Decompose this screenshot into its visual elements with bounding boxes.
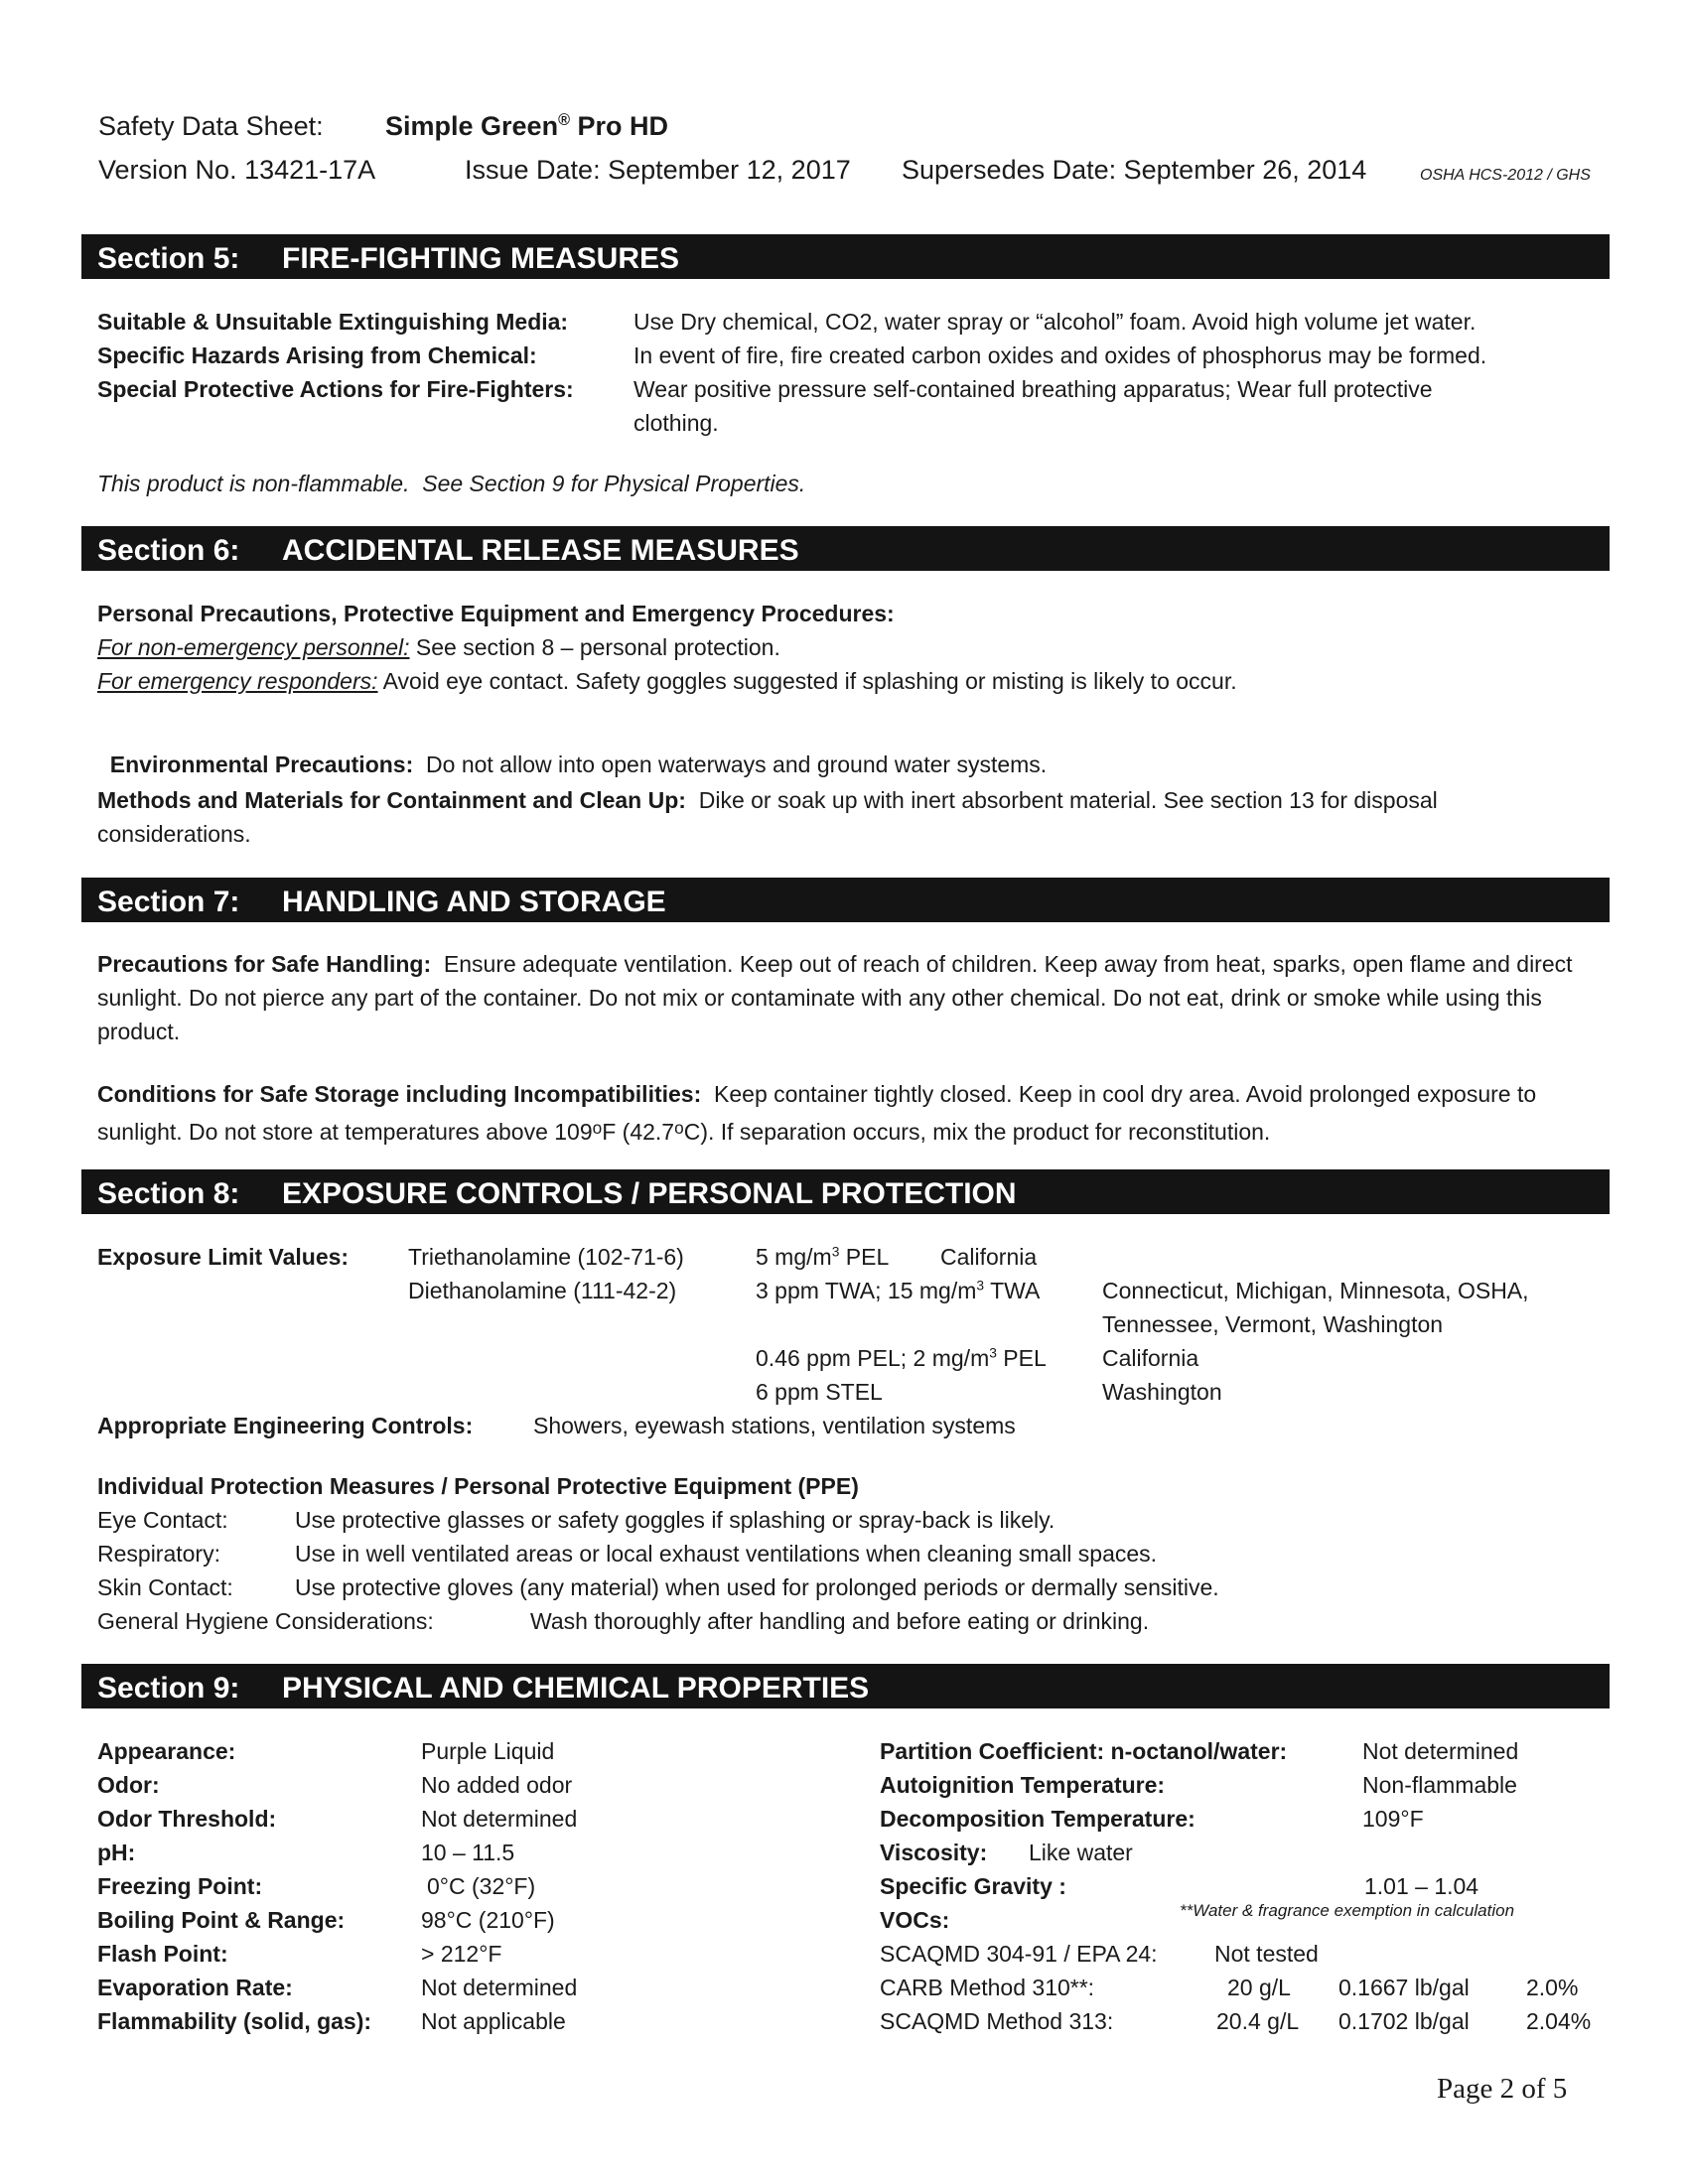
non-emergency-label: For non-emergency personnel: xyxy=(97,634,410,660)
section-7-header xyxy=(81,878,1610,922)
voc-lb-2: 0.1667 lb/gal xyxy=(1338,1975,1470,2000)
storage-text-3: C). If separation occurs, mix the product for reconstitution. xyxy=(683,1119,1271,1146)
prop-label-autoignition: Autoignition Temperature: xyxy=(880,1772,1166,1798)
chem2-region-2: California xyxy=(1102,1345,1199,1371)
section-number: Section 5: xyxy=(97,242,240,275)
prop-value-specific-gravity: 1.01 – 1.04 xyxy=(1364,1873,1479,1899)
hygiene-value: Wash thoroughly after handling and before eating or drinking. xyxy=(530,1608,1150,1634)
prop-value-flammability: Not applicable xyxy=(421,2008,566,2034)
prop-value-appearance: Purple Liquid xyxy=(421,1738,555,1764)
exposure-limit-label: Exposure Limit Values: xyxy=(97,1244,350,1270)
section-number: Section 7: xyxy=(97,886,240,918)
chem2-limit-3: 6 ppm STEL xyxy=(756,1379,883,1405)
chem2-limit-2-tail: PEL xyxy=(996,1345,1047,1371)
s5-value-hazards: In event of fire, fire created carbon oxides and oxides of phosphorus may be formed. xyxy=(633,342,1487,368)
prop-label-flammability: Flammability (solid, gas): xyxy=(97,2008,372,2034)
s5-label-hazards: Specific Hazards Arising from Chemical: xyxy=(97,342,537,368)
voc-method-3: SCAQMD Method 313: xyxy=(880,2008,1114,2034)
prop-value-partition: Not determined xyxy=(1362,1738,1519,1764)
chem2-limit-1 xyxy=(756,1280,1040,1302)
chem1-region: California xyxy=(940,1244,1038,1270)
prop-label-decomposition: Decomposition Temperature: xyxy=(880,1806,1196,1832)
hygiene-label: General Hygiene Considerations: xyxy=(97,1608,434,1634)
voc-exemption-note: **Water & fragrance exemption in calculation xyxy=(1180,1901,1515,1920)
prop-value-ph: 10 – 11.5 xyxy=(421,1840,515,1865)
storage-text-1: Keep container tightly closed. Keep in cool dry area. Avoid prolonged exposure to sunlight. Do not store at temperatures above 109 xyxy=(97,1081,1543,1146)
chem2-limit-2-text: 0.46 ppm PEL; 2 mg/m xyxy=(756,1345,990,1371)
voc-gl-2: 20 g/L xyxy=(1227,1975,1291,2000)
s6-methods xyxy=(97,783,1577,851)
prop-value-odor-threshold: Not determined xyxy=(421,1806,578,1832)
s6-environmental xyxy=(97,731,1047,776)
version-number: Version No. 13421-17A xyxy=(98,155,376,185)
respiratory-value: Use in well ventilated areas or local exhaust ventilations when cleaning small spaces. xyxy=(295,1541,1158,1567)
skin-contact-label: Skin Contact: xyxy=(97,1574,233,1600)
section-title: HANDLING AND STORAGE xyxy=(282,886,666,918)
methods-text: Dike or soak up with inert absorbent material. See section 13 for disposal considerations. xyxy=(97,787,1445,847)
degree-mark: o xyxy=(674,1118,684,1138)
section-title: FIRE-FIGHTING MEASURES xyxy=(282,242,680,275)
product-name-text: Simple Green xyxy=(385,111,559,141)
section-title: PHYSICAL AND CHEMICAL PROPERTIES xyxy=(282,1672,870,1705)
prop-label-ph: pH: xyxy=(97,1840,136,1865)
section-number: Section 6: xyxy=(97,534,240,567)
prop-label-vocs: VOCs: xyxy=(880,1907,950,1933)
chem2-limit-1-tail: TWA xyxy=(984,1278,1041,1303)
prop-value-freezing: 0°C (32°F) xyxy=(427,1873,536,1899)
prop-label-partition: Partition Coefficient: n-octanol/water: xyxy=(880,1738,1288,1764)
voc-method-1: SCAQMD 304-91 / EPA 24: xyxy=(880,1941,1158,1967)
s5-note: This product is non-flammable. See Section 9 for Physical Properties. xyxy=(97,471,806,496)
prop-label-boiling: Boiling Point & Range: xyxy=(97,1907,346,1933)
eye-contact-label: Eye Contact: xyxy=(97,1507,228,1533)
non-emergency-text: See section 8 – personal protection. xyxy=(409,634,780,660)
prop-value-boiling: 98°C (210°F) xyxy=(421,1907,555,1933)
prop-label-appearance: Appearance: xyxy=(97,1738,236,1764)
prop-label-flash: Flash Point: xyxy=(97,1941,228,1967)
section-number: Section 8: xyxy=(97,1177,240,1210)
osha-standard: OSHA HCS-2012 / GHS xyxy=(1420,167,1591,184)
chem2-region-1b: Tennessee, Vermont, Washington xyxy=(1102,1311,1444,1337)
s5-value-protective: Wear positive pressure self-contained breathing apparatus; Wear full protective xyxy=(633,376,1433,402)
s5-value-media: Use Dry chemical, CO2, water spray or “alcohol” foam. Avoid high volume jet water. xyxy=(633,309,1477,335)
product-name-suffix: Pro HD xyxy=(577,111,669,141)
section-5-header xyxy=(81,234,1610,279)
superscript: 3 xyxy=(976,1278,985,1294)
prop-label-viscosity: Viscosity: xyxy=(880,1840,988,1865)
superscript: 3 xyxy=(989,1345,997,1361)
s5-value-protective-cont: clothing. xyxy=(633,410,719,436)
page-number: Page 2 of 5 xyxy=(1437,2073,1568,2105)
prop-value-autoignition: Non-flammable xyxy=(1362,1772,1517,1798)
superscript: 3 xyxy=(831,1244,840,1260)
section-number: Section 9: xyxy=(97,1672,240,1705)
degree-mark: o xyxy=(592,1118,603,1138)
storage-text-2: F (42.7 xyxy=(602,1119,675,1146)
s6-non-emergency xyxy=(97,636,780,659)
engineering-controls-value: Showers, eyewash stations, ventilation systems xyxy=(533,1413,1016,1438)
prop-label-freezing: Freezing Point: xyxy=(97,1873,263,1899)
chem-triethanolamine: Triethanolamine (102-71-6) xyxy=(408,1244,684,1270)
chem2-region-1a: Connecticut, Michigan, Minnesota, OSHA, xyxy=(1102,1278,1529,1303)
prop-label-odor: Odor: xyxy=(97,1772,160,1798)
chem2-limit-2 xyxy=(756,1347,1047,1370)
registered-mark: ® xyxy=(558,111,571,129)
skin-contact-value: Use protective gloves (any material) when used for prolonged periods or dermally sensitive. xyxy=(295,1574,1219,1600)
prop-value-viscosity: Like water xyxy=(1029,1840,1133,1865)
voc-method-2: CARB Method 310**: xyxy=(880,1975,1095,2000)
environmental-text: Do not allow into open waterways and ground water systems. xyxy=(413,751,1048,777)
section-8-header xyxy=(81,1169,1610,1214)
chem1-limit xyxy=(756,1246,889,1269)
doc-label: Safety Data Sheet: xyxy=(98,111,324,141)
handling-label: Precautions for Safe Handling: xyxy=(97,951,432,977)
s6-emergency xyxy=(97,670,1237,693)
prop-value-flash: > 212°F xyxy=(421,1941,502,1967)
voc-pct-2: 2.0% xyxy=(1526,1975,1579,2000)
emergency-label: For emergency responders: xyxy=(97,668,378,694)
prop-label-specific-gravity: Specific Gravity : xyxy=(880,1873,1066,1899)
storage-label: Conditions for Safe Storage including Incompatibilities: xyxy=(97,1081,702,1107)
section-title: ACCIDENTAL RELEASE MEASURES xyxy=(282,534,799,567)
respiratory-label: Respiratory: xyxy=(97,1541,220,1567)
prop-value-odor: No added odor xyxy=(421,1772,573,1798)
prop-label-odor-threshold: Odor Threshold: xyxy=(97,1806,277,1832)
voc-lb-3: 0.1702 lb/gal xyxy=(1338,2008,1470,2034)
product-name xyxy=(385,113,668,140)
ppe-title: Individual Protection Measures / Personal Protective Equipment (PPE) xyxy=(97,1473,859,1499)
section-title: EXPOSURE CONTROLS / PERSONAL PROTECTION xyxy=(282,1177,1017,1210)
prop-label-evaporation: Evaporation Rate: xyxy=(97,1975,293,2000)
section-9-header xyxy=(81,1664,1610,1708)
chem1-limit-tail: PEL xyxy=(839,1244,890,1270)
voc-pct-3: 2.04% xyxy=(1526,2008,1592,2034)
chem-diethanolamine: Diethanolamine (111-42-2) xyxy=(408,1278,677,1303)
engineering-controls-label: Appropriate Engineering Controls: xyxy=(97,1413,474,1438)
chem2-region-3: Washington xyxy=(1102,1379,1222,1405)
supersedes-date: Supersedes Date: September 26, 2014 xyxy=(902,155,1367,185)
handling-text: Ensure adequate ventilation. Keep out of reach of children. Keep away from heat, sparks, open flame and direct sunlight. Do not pierce any part of the container. Do not mix or contaminate with any other chemical. Do not eat, drink or smoke while using this product. xyxy=(97,951,1579,1044)
section-6-header xyxy=(81,526,1610,571)
eye-contact-value: Use protective glasses or safety goggles if splashing or spray-back is likely. xyxy=(295,1507,1055,1533)
emergency-text: Avoid eye contact. Safety goggles suggested if splashing or misting is likely to occur. xyxy=(377,668,1237,694)
s5-label-protective: Special Protective Actions for Fire-Fighters: xyxy=(97,376,574,402)
prop-value-decomposition: 109°F xyxy=(1362,1806,1424,1832)
prop-value-evaporation: Not determined xyxy=(421,1975,578,2000)
s7-storage xyxy=(97,1077,1547,1149)
voc-gl-3: 20.4 g/L xyxy=(1216,2008,1300,2034)
environmental-label: Environmental Precautions: xyxy=(109,751,414,777)
s6-personal-precautions-title: Personal Precautions, Protective Equipment and Emergency Procedures: xyxy=(97,601,895,626)
methods-label: Methods and Materials for Containment and Clean Up: xyxy=(97,787,686,813)
chem2-limit-1-text: 3 ppm TWA; 15 mg/m xyxy=(756,1278,977,1303)
chem1-limit-text: 5 mg/m xyxy=(756,1244,832,1270)
s7-handling xyxy=(97,947,1597,1048)
voc-gl-1: Not tested xyxy=(1214,1941,1319,1967)
issue-date: Issue Date: September 12, 2017 xyxy=(465,155,851,185)
s5-label-media: Suitable & Unsuitable Extinguishing Media: xyxy=(97,309,569,335)
